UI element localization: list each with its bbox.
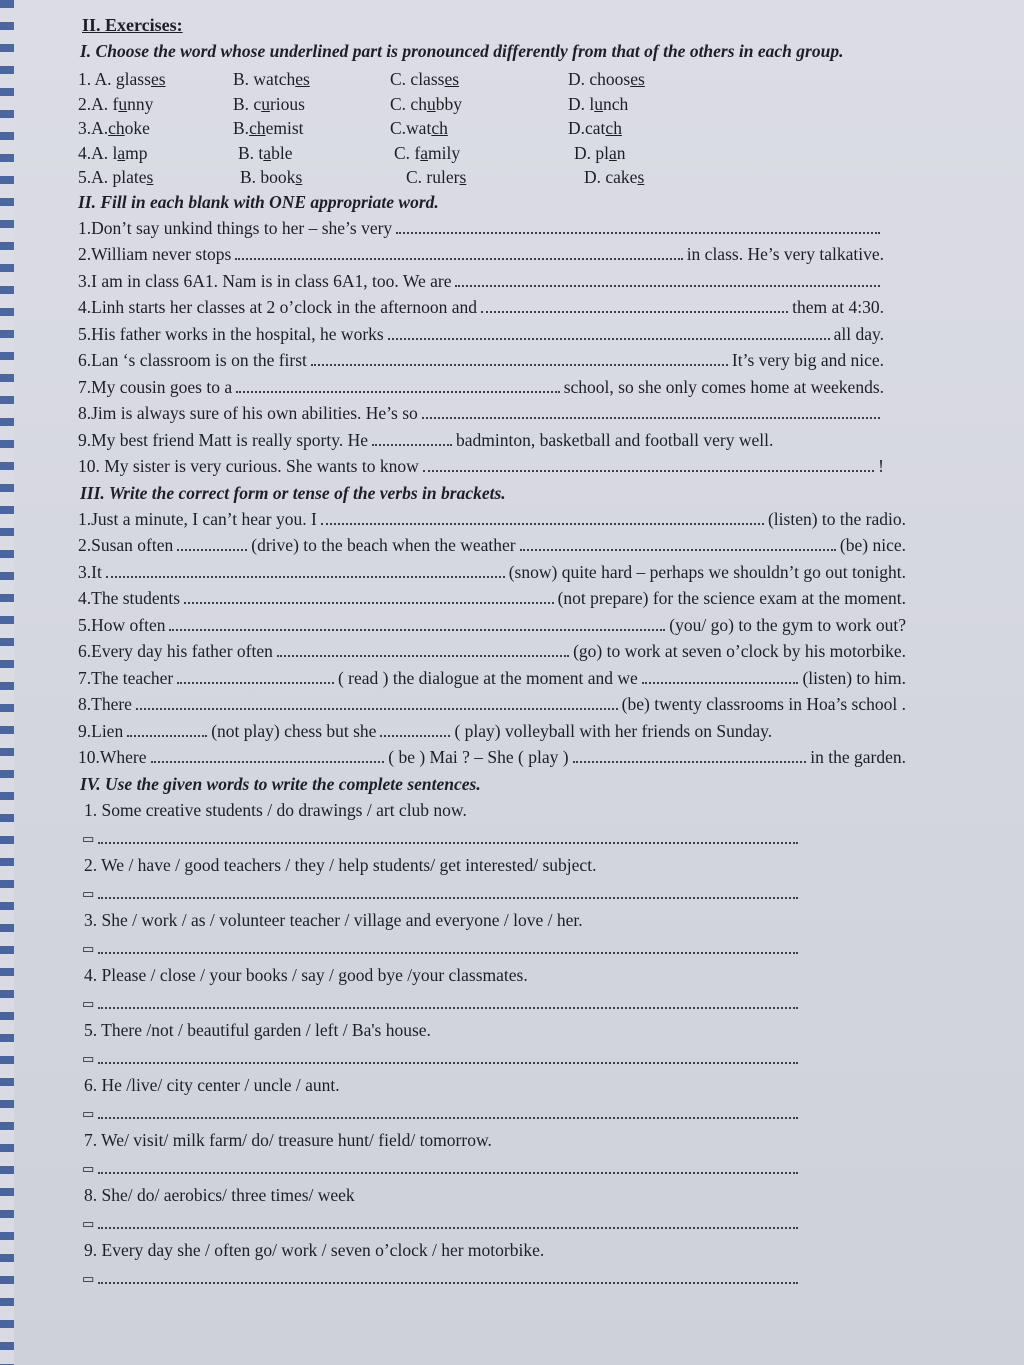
- section-4-items: [78, 797, 912, 1292]
- fill-item: 8.Jim is always sure of his own abilities. He’s so: [78, 400, 884, 427]
- verb-blank[interactable]: [127, 735, 207, 737]
- fill-blank[interactable]: [236, 391, 560, 393]
- mc-option: 4.A. lamp: [78, 142, 148, 163]
- fill-item: 2.William never stops in class. He’s very talkative.: [78, 244, 884, 264]
- mc-option: C. family: [394, 142, 461, 163]
- mc-row: [78, 140, 912, 165]
- sentence-item: [78, 962, 912, 1017]
- answer-line[interactable]: [78, 987, 912, 1017]
- sentence-item: [78, 1182, 912, 1237]
- section-4-title: IV. Use the given words to write the complete sentences.: [80, 773, 481, 794]
- answer-line[interactable]: [78, 1262, 912, 1292]
- exercises-heading: II. Exercises:: [82, 15, 183, 35]
- section-2-title: II. Fill in each blank with ONE appropriate word.: [78, 191, 439, 212]
- verb-blank[interactable]: [177, 549, 247, 551]
- verb-blank[interactable]: [573, 761, 807, 763]
- answer-line[interactable]: [78, 822, 912, 852]
- verb-item: 5.How often (you/ go) to the gym to work out?: [78, 614, 906, 635]
- answer-line[interactable]: [78, 1097, 912, 1127]
- verb-blank[interactable]: [321, 523, 764, 525]
- sentence-prompt: 6. He /live/ city center / uncle / aunt.: [84, 1074, 340, 1095]
- sentence-prompt: 8. She/ do/ aerobics/ three times/ week: [84, 1184, 355, 1205]
- fill-blank[interactable]: [422, 417, 880, 419]
- section-1-options: [78, 66, 912, 189]
- sentence-item: [78, 1017, 912, 1072]
- answer-mark-icon: ▭: [82, 1215, 95, 1231]
- mc-option: D. chooses: [568, 69, 645, 89]
- answer-mark-icon: ▭: [82, 830, 95, 846]
- section-2-items: [78, 215, 884, 480]
- fill-item: 9.My best friend Matt is really sporty. He badminton, basketball and football very well.: [78, 429, 774, 450]
- mc-option: C. rulers: [406, 167, 467, 187]
- answer-mark-icon: ▭: [82, 1050, 95, 1066]
- fill-blank[interactable]: [481, 311, 788, 313]
- answer-line[interactable]: [78, 1042, 912, 1072]
- mc-option: D. lunch: [568, 93, 629, 114]
- mc-row: [78, 66, 912, 91]
- fill-item: 10. My sister is very curious. She wants to know !: [78, 456, 884, 476]
- fill-blank[interactable]: [372, 444, 452, 446]
- verb-blank[interactable]: [177, 682, 334, 684]
- sentence-prompt: 1. Some creative students / do drawings / art club now.: [84, 799, 467, 820]
- verb-blank[interactable]: [277, 655, 569, 657]
- answer-mark-icon: ▭: [82, 995, 95, 1011]
- verb-item: 2.Susan often (drive) to the beach when the weather (be) nice.: [78, 535, 906, 555]
- fill-blank[interactable]: [388, 338, 830, 340]
- verb-blank[interactable]: [151, 761, 385, 763]
- sentence-item: [78, 1072, 912, 1127]
- mc-option: D. cakes: [584, 167, 645, 187]
- sentence-prompt: 2. We / have / good teachers / they / help students/ get interested/ subject.: [84, 854, 597, 875]
- verb-item: 9.Lien (not play) chess but she ( play) volleyball with her friends on Sunday.: [78, 720, 773, 741]
- sentence-prompt: 7. We/ visit/ milk farm/ do/ treasure hunt/ field/ tomorrow.: [84, 1129, 492, 1150]
- answer-line[interactable]: [78, 877, 912, 907]
- fill-blank[interactable]: [396, 232, 880, 234]
- mc-option: C.watch: [390, 118, 448, 138]
- mc-row: [78, 164, 912, 189]
- sentence-item: [78, 852, 912, 907]
- verb-blank[interactable]: [106, 576, 505, 578]
- mc-option: B. books: [240, 167, 303, 187]
- mc-row: [78, 91, 912, 116]
- answer-mark-icon: ▭: [82, 1270, 95, 1286]
- sentence-prompt: 9. Every day she / often go/ work / seven o’clock / her motorbike.: [84, 1239, 545, 1260]
- mc-option: 3.A.choke: [78, 118, 150, 138]
- mc-option: 1. A. glasses: [78, 69, 166, 89]
- mc-option: C. classes: [390, 69, 460, 89]
- answer-line[interactable]: [78, 1207, 912, 1237]
- verb-item: 7.The teacher ( read ) the dialogue at the moment and we (listen) to him.: [78, 667, 907, 688]
- verb-item: 10.Where ( be ) Mai ? – She ( play ) in the garden.: [78, 747, 907, 767]
- mc-option: 2.A. funny: [78, 93, 154, 114]
- sentence-prompt: 5. There /not / beautiful garden / left / Ba's house.: [84, 1019, 431, 1040]
- mc-option: D.catch: [568, 118, 622, 138]
- sentence-item: [78, 1237, 912, 1292]
- verb-item: 8.There (be) twenty classrooms in Hoa’s school .: [78, 694, 906, 714]
- fill-item: 7.My cousin goes to a school, so she only comes home at weekends.: [78, 376, 884, 397]
- sentence-item: [78, 907, 912, 962]
- answer-line[interactable]: [78, 932, 912, 962]
- fill-blank[interactable]: [455, 285, 880, 287]
- mc-option: C. chubby: [390, 93, 462, 114]
- sentence-item: [78, 797, 912, 852]
- answer-mark-icon: ▭: [82, 1105, 95, 1121]
- fill-blank[interactable]: [235, 258, 682, 260]
- answer-mark-icon: ▭: [82, 940, 95, 956]
- verb-item: 4.The students (not prepare) for the science exam at the moment.: [78, 588, 906, 608]
- verb-blank[interactable]: [642, 682, 799, 684]
- fill-item: 1.Don’t say unkind things to her – she’s very: [78, 215, 884, 242]
- sentence-prompt: 3. She / work / as / volunteer teacher / village and everyone / love / her.: [84, 909, 583, 930]
- fill-item: 5.His father works in the hospital, he works all day.: [78, 323, 884, 344]
- fill-item: 4.Linh starts her classes at 2 o’clock in the afternoon and them at 4:30.: [78, 297, 884, 317]
- verb-item: 1.Just a minute, I can’t hear you. I (listen) to the radio.: [78, 508, 906, 529]
- mc-option: D. plan: [574, 142, 626, 163]
- mc-option: 5.A. plates: [78, 167, 154, 187]
- fill-blank[interactable]: [423, 470, 874, 472]
- sentence-item: [78, 1127, 912, 1182]
- mc-option: B.chemist: [233, 118, 304, 138]
- section-1-title: I. Choose the word whose underlined part is pronounced differently from that of the others in each group.: [80, 41, 844, 61]
- verb-item: 6.Every day his father often (go) to work at seven o’clock by his motorbike.: [78, 641, 906, 661]
- fill-item: 3.I am in class 6A1. Nam is in class 6A1, too. We are: [78, 268, 884, 295]
- answer-mark-icon: ▭: [82, 1160, 95, 1176]
- worksheet-content: [72, 12, 912, 1292]
- sentence-prompt: 4. Please / close / your books / say / good bye /your classmates.: [84, 964, 528, 985]
- fill-item: 6.Lan ‘s classroom is on the first It’s very big and nice.: [78, 350, 884, 370]
- verb-blank[interactable]: [169, 629, 665, 631]
- verb-blank[interactable]: [136, 708, 618, 710]
- mc-row: [78, 115, 912, 140]
- answer-mark-icon: ▭: [82, 885, 95, 901]
- answer-line[interactable]: [78, 1152, 912, 1182]
- verb-blank[interactable]: [520, 549, 836, 551]
- verb-item: 3.It (snow) quite hard – perhaps we shouldn’t go out tonight.: [78, 561, 906, 582]
- verb-blank[interactable]: [184, 602, 554, 604]
- fill-blank[interactable]: [311, 364, 728, 366]
- mc-option: B. table: [238, 142, 293, 163]
- mc-option: B. watches: [233, 69, 310, 89]
- section-3-items: [78, 506, 906, 771]
- mc-option: B. curious: [233, 93, 305, 114]
- section-3-title: III. Write the correct form or tense of the verbs in brackets.: [80, 482, 506, 503]
- notebook-binding: [0, 0, 14, 1365]
- verb-blank[interactable]: [380, 735, 450, 737]
